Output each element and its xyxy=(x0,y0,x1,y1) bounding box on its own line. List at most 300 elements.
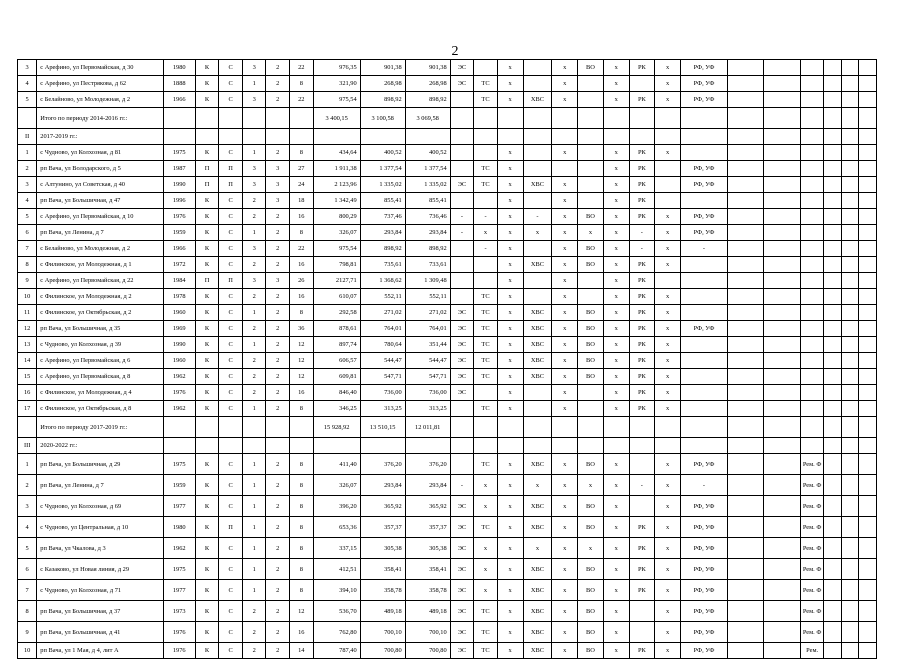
table-cell: 1 xyxy=(242,538,266,559)
table-cell xyxy=(728,369,764,385)
table-cell xyxy=(841,257,858,273)
table-cell: 2 xyxy=(266,353,290,369)
table-cell xyxy=(824,321,841,337)
table-cell xyxy=(728,289,764,305)
table-cell: ВО xyxy=(578,209,604,225)
table-cell xyxy=(764,273,800,289)
table-cell: х xyxy=(655,92,681,108)
table-cell: х xyxy=(497,454,523,475)
table-cell: 321,90 xyxy=(313,76,360,92)
table-cell: П xyxy=(219,517,243,538)
table-cell: 268,98 xyxy=(360,76,405,92)
table-cell: Рем. xyxy=(800,643,824,659)
table-cell xyxy=(841,517,858,538)
table-cell: 700,80 xyxy=(405,643,450,659)
table-cell xyxy=(680,353,727,369)
table-cell: III xyxy=(18,438,37,454)
table-cell xyxy=(680,305,727,321)
table-cell: 1973 xyxy=(163,601,195,622)
table-cell xyxy=(764,129,800,145)
table-cell: 2 xyxy=(266,321,290,337)
table-cell: РК xyxy=(629,321,655,337)
table-cell: РК xyxy=(629,353,655,369)
table-cell xyxy=(841,289,858,305)
table-row xyxy=(18,401,877,417)
table-cell: 2020-2022 гг.: xyxy=(37,438,163,454)
table-cell: С xyxy=(219,538,243,559)
table-cell: ЭС xyxy=(450,305,474,321)
table-cell xyxy=(728,225,764,241)
table-cell: х xyxy=(603,475,629,496)
table-cell: х xyxy=(578,225,604,241)
table-cell: с Чудново, ул Колхозная, д 39 xyxy=(37,337,163,353)
table-cell xyxy=(603,129,629,145)
table-cell: ЭС xyxy=(450,353,474,369)
table-cell xyxy=(290,129,314,145)
table-cell xyxy=(523,145,552,161)
table-cell: С xyxy=(219,305,243,321)
table-cell xyxy=(858,517,876,538)
table-cell: Рем. Ф xyxy=(800,601,824,622)
table-cell: 14 xyxy=(290,643,314,659)
table-cell: 2 xyxy=(242,257,266,273)
table-cell xyxy=(858,580,876,601)
table-cell xyxy=(290,438,314,454)
table-cell xyxy=(578,108,604,129)
table-cell xyxy=(655,193,681,209)
table-cell: 292,58 xyxy=(313,305,360,321)
table-cell: ЭС xyxy=(450,580,474,601)
table-cell xyxy=(841,209,858,225)
table-cell xyxy=(764,241,800,257)
table-cell: Рем. Ф xyxy=(800,622,824,643)
table-cell xyxy=(680,257,727,273)
table-cell: ВО xyxy=(578,580,604,601)
table-cell: 898,92 xyxy=(360,92,405,108)
table-cell xyxy=(552,417,578,438)
table-cell: х xyxy=(497,241,523,257)
table-cell xyxy=(824,305,841,321)
table-cell: 610,07 xyxy=(313,289,360,305)
table-cell: с Арефино, ул Пестрякова, д 62 xyxy=(37,76,163,92)
table-cell: х xyxy=(474,538,498,559)
table-cell: 313,25 xyxy=(360,401,405,417)
table-cell: ТС xyxy=(474,643,498,659)
table-cell: х xyxy=(655,257,681,273)
table-cell xyxy=(523,417,552,438)
table-cell: РФ, УФ xyxy=(680,161,727,177)
table-cell xyxy=(841,193,858,209)
table-cell xyxy=(497,108,523,129)
table-cell xyxy=(163,417,195,438)
table-cell: 2 xyxy=(266,76,290,92)
table-cell xyxy=(824,475,841,496)
table-cell: 16 xyxy=(290,257,314,273)
table-cell xyxy=(195,108,219,129)
table-cell: 3 400,15 xyxy=(313,108,360,129)
table-cell: 365,92 xyxy=(405,496,450,517)
table-cell: ХВС xyxy=(523,622,552,643)
table-cell: ХВС xyxy=(523,601,552,622)
table-cell: с Арефино, ул Первомайская, д 8 xyxy=(37,369,163,385)
table-cell: х xyxy=(552,643,578,659)
table-cell: с Арефино, ул Первомайская, д 30 xyxy=(37,60,163,76)
table-cell xyxy=(655,177,681,193)
table-cell: х xyxy=(497,225,523,241)
table-cell: х xyxy=(655,496,681,517)
table-cell: 3 xyxy=(266,161,290,177)
table-cell xyxy=(578,129,604,145)
table-cell: х xyxy=(603,580,629,601)
table-cell: С xyxy=(219,337,243,353)
table-cell xyxy=(841,559,858,580)
table-cell: х xyxy=(603,496,629,517)
table-row xyxy=(18,161,877,177)
table-cell xyxy=(858,643,876,659)
table-cell: 1 335,02 xyxy=(360,177,405,193)
table-cell xyxy=(728,209,764,225)
table-cell: II xyxy=(18,129,37,145)
table-cell: 736,00 xyxy=(405,385,450,401)
table-cell: х xyxy=(474,475,498,496)
table-cell xyxy=(728,257,764,273)
table-cell xyxy=(764,601,800,622)
table-cell xyxy=(728,193,764,209)
table-cell xyxy=(629,438,655,454)
table-cell xyxy=(824,193,841,209)
table-cell: 878,61 xyxy=(313,321,360,337)
table-cell: ЭС xyxy=(450,538,474,559)
table-cell: ТС xyxy=(474,92,498,108)
table-cell: 3 xyxy=(266,193,290,209)
table-cell: 7 xyxy=(18,241,37,257)
table-cell xyxy=(728,273,764,289)
table-cell: ЭС xyxy=(450,622,474,643)
table-cell: ХВС xyxy=(523,337,552,353)
table-cell: рп Вача, ул Большичная, д 37 xyxy=(37,601,163,622)
table-cell xyxy=(728,177,764,193)
table-cell xyxy=(552,161,578,177)
table-cell xyxy=(680,369,727,385)
table-cell: х xyxy=(655,337,681,353)
table-cell xyxy=(800,60,824,76)
table-cell: ВО xyxy=(578,496,604,517)
table-cell: х xyxy=(497,401,523,417)
table-cell: 2 xyxy=(242,622,266,643)
table-cell xyxy=(858,538,876,559)
table-cell: 1969 xyxy=(163,321,195,337)
table-cell: ТС xyxy=(474,161,498,177)
table-cell: К xyxy=(195,289,219,305)
table-cell: 271,02 xyxy=(360,305,405,321)
table-cell: х xyxy=(552,353,578,369)
table-cell: 2 xyxy=(242,193,266,209)
table-cell: 1 309,48 xyxy=(405,273,450,289)
page-number: 2 xyxy=(451,44,459,59)
table-cell xyxy=(764,305,800,321)
table-cell: 3 xyxy=(266,273,290,289)
table-cell: 547,71 xyxy=(405,369,450,385)
table-cell: Рем. Ф xyxy=(800,559,824,580)
table-cell: х xyxy=(655,60,681,76)
table-cell xyxy=(800,225,824,241)
table-cell xyxy=(841,538,858,559)
table-cell: ВО xyxy=(578,321,604,337)
table-cell xyxy=(841,475,858,496)
total-row xyxy=(18,108,877,129)
table-cell xyxy=(523,438,552,454)
table-cell: ХВС xyxy=(523,559,552,580)
table-cell xyxy=(764,92,800,108)
table-row xyxy=(18,225,877,241)
table-cell xyxy=(858,60,876,76)
table-cell xyxy=(858,337,876,353)
table-cell: 1975 xyxy=(163,454,195,475)
table-cell: 1 xyxy=(18,145,37,161)
table-cell: ХВС xyxy=(523,353,552,369)
table-cell: 2 xyxy=(266,241,290,257)
table-cell: РФ, УФ xyxy=(680,76,727,92)
table-cell xyxy=(764,385,800,401)
table-cell xyxy=(680,401,727,417)
table-cell: с Арефино, ул Первомайская, д 6 xyxy=(37,353,163,369)
table-cell xyxy=(497,129,523,145)
table-cell: 15 928,92 xyxy=(313,417,360,438)
table-cell: 1980 xyxy=(163,517,195,538)
table-cell: С xyxy=(219,145,243,161)
table-cell xyxy=(824,161,841,177)
table-cell xyxy=(824,145,841,161)
table-cell: х xyxy=(603,289,629,305)
table-cell: 10 xyxy=(18,289,37,305)
table-cell: 16 xyxy=(290,289,314,305)
table-cell xyxy=(523,129,552,145)
table-cell: х xyxy=(655,145,681,161)
table-cell: 1972 xyxy=(163,257,195,273)
table-cell: 2 xyxy=(266,289,290,305)
table-cell: 1 xyxy=(242,559,266,580)
table-cell: РК xyxy=(629,289,655,305)
table-cell: К xyxy=(195,454,219,475)
table-cell xyxy=(800,353,824,369)
table-cell: К xyxy=(195,193,219,209)
table-cell: П xyxy=(219,177,243,193)
table-cell xyxy=(841,454,858,475)
table-cell xyxy=(450,108,474,129)
table-cell xyxy=(824,177,841,193)
table-row xyxy=(18,145,877,161)
table-cell: 8 xyxy=(18,601,37,622)
table-cell: х xyxy=(497,538,523,559)
table-cell: 2 xyxy=(242,385,266,401)
table-cell: х xyxy=(552,517,578,538)
table-cell: 3 xyxy=(18,496,37,517)
table-cell: х xyxy=(603,538,629,559)
table-cell: 1 xyxy=(242,580,266,601)
table-cell: 13 xyxy=(18,337,37,353)
table-cell: 901,38 xyxy=(405,60,450,76)
table-cell: 3 xyxy=(242,161,266,177)
table-cell: 1962 xyxy=(163,401,195,417)
table-cell: с Белайново, ул Молодежная, д 2 xyxy=(37,241,163,257)
table-cell xyxy=(841,305,858,321)
table-cell: рп Вача, ул Ленина, д 7 xyxy=(37,225,163,241)
table-cell: 489,18 xyxy=(360,601,405,622)
table-cell: х xyxy=(552,337,578,353)
table-cell: 736,46 xyxy=(405,209,450,225)
table-cell: 1975 xyxy=(163,559,195,580)
table-cell: х xyxy=(552,601,578,622)
table-cell xyxy=(800,337,824,353)
table-cell: ХВС xyxy=(523,454,552,475)
table-cell xyxy=(841,92,858,108)
table-cell xyxy=(824,601,841,622)
table-cell: К xyxy=(195,385,219,401)
table-cell xyxy=(824,385,841,401)
table-cell xyxy=(629,496,655,517)
table-cell xyxy=(858,369,876,385)
table-cell: К xyxy=(195,559,219,580)
table-cell xyxy=(841,241,858,257)
table-cell xyxy=(680,289,727,305)
table-cell: К xyxy=(195,60,219,76)
table-cell xyxy=(450,273,474,289)
table-cell xyxy=(764,353,800,369)
table-cell: 1 377,54 xyxy=(360,161,405,177)
table-cell xyxy=(841,108,858,129)
table-cell xyxy=(497,417,523,438)
table-cell: Рем. Ф xyxy=(800,538,824,559)
table-cell: РФ, УФ xyxy=(680,559,727,580)
table-cell: х xyxy=(552,622,578,643)
table-cell: 1975 xyxy=(163,145,195,161)
table-cell: С xyxy=(219,496,243,517)
table-cell: - xyxy=(680,241,727,257)
table-cell: х xyxy=(655,601,681,622)
table-cell: 22 xyxy=(290,241,314,257)
table-cell: х xyxy=(603,353,629,369)
table-cell: ВО xyxy=(578,369,604,385)
table-row xyxy=(18,538,877,559)
table-cell: ЭС xyxy=(450,601,474,622)
table-cell xyxy=(764,145,800,161)
table-cell: РК xyxy=(629,337,655,353)
table-cell: РК xyxy=(629,177,655,193)
table-cell xyxy=(523,273,552,289)
table-cell: 700,80 xyxy=(360,643,405,659)
table-cell: х xyxy=(603,517,629,538)
table-cell: х xyxy=(603,321,629,337)
table-cell: х xyxy=(523,538,552,559)
table-cell: 17 xyxy=(18,401,37,417)
table-row xyxy=(18,385,877,401)
table-cell xyxy=(523,289,552,305)
table-cell: 901,38 xyxy=(360,60,405,76)
table-cell xyxy=(841,643,858,659)
table-cell xyxy=(800,305,824,321)
table-cell: х xyxy=(655,454,681,475)
table-cell: 898,92 xyxy=(405,92,450,108)
table-cell: х xyxy=(497,353,523,369)
table-cell xyxy=(764,496,800,517)
table-cell: П xyxy=(195,161,219,177)
table-cell: К xyxy=(195,401,219,417)
table-cell: 2 xyxy=(266,145,290,161)
table-cell xyxy=(764,225,800,241)
table-cell xyxy=(219,438,243,454)
table-cell xyxy=(764,622,800,643)
table-cell: ВО xyxy=(578,60,604,76)
table-cell: 1959 xyxy=(163,225,195,241)
table-cell: х xyxy=(603,385,629,401)
table-cell: К xyxy=(195,92,219,108)
table-row xyxy=(18,92,877,108)
table-cell xyxy=(841,369,858,385)
table-cell: 3 069,58 xyxy=(405,108,450,129)
table-cell xyxy=(450,289,474,305)
table-cell: 7 xyxy=(18,580,37,601)
table-cell xyxy=(266,417,290,438)
table-cell xyxy=(578,193,604,209)
table-cell xyxy=(800,209,824,225)
table-cell: С xyxy=(219,475,243,496)
table-cell xyxy=(629,129,655,145)
table-cell xyxy=(578,92,604,108)
table-cell xyxy=(523,193,552,209)
table-cell: ВО xyxy=(578,454,604,475)
table-cell: х xyxy=(497,273,523,289)
table-cell xyxy=(800,177,824,193)
table-cell: 898,92 xyxy=(405,241,450,257)
table-cell xyxy=(450,438,474,454)
table-cell: х xyxy=(497,475,523,496)
table-cell: 1 xyxy=(242,337,266,353)
table-cell xyxy=(728,454,764,475)
table-cell: х xyxy=(603,273,629,289)
table-cell: С xyxy=(219,209,243,225)
table-cell: 2 xyxy=(266,496,290,517)
table-cell xyxy=(841,353,858,369)
table-cell: - xyxy=(629,475,655,496)
table-cell xyxy=(824,417,841,438)
table-cell xyxy=(578,273,604,289)
table-cell: х xyxy=(497,517,523,538)
table-cell xyxy=(163,108,195,129)
table-cell: 16 xyxy=(290,385,314,401)
table-row xyxy=(18,321,877,337)
table-cell: 764,01 xyxy=(360,321,405,337)
table-cell: 1 xyxy=(242,401,266,417)
table-cell: х xyxy=(655,353,681,369)
table-cell xyxy=(764,108,800,129)
table-cell: С xyxy=(219,289,243,305)
table-cell xyxy=(841,580,858,601)
table-cell: - xyxy=(523,209,552,225)
table-cell: 1 911,38 xyxy=(313,161,360,177)
table-cell: 1 377,54 xyxy=(405,161,450,177)
table-cell: 1959 xyxy=(163,475,195,496)
table-cell: 358,41 xyxy=(405,559,450,580)
table-cell: К xyxy=(195,601,219,622)
table-cell: - xyxy=(450,209,474,225)
table-cell: х xyxy=(497,209,523,225)
table-cell: х xyxy=(603,92,629,108)
table-cell xyxy=(578,145,604,161)
table-cell: С xyxy=(219,76,243,92)
table-cell xyxy=(858,401,876,417)
table-cell xyxy=(629,417,655,438)
table-cell xyxy=(824,129,841,145)
